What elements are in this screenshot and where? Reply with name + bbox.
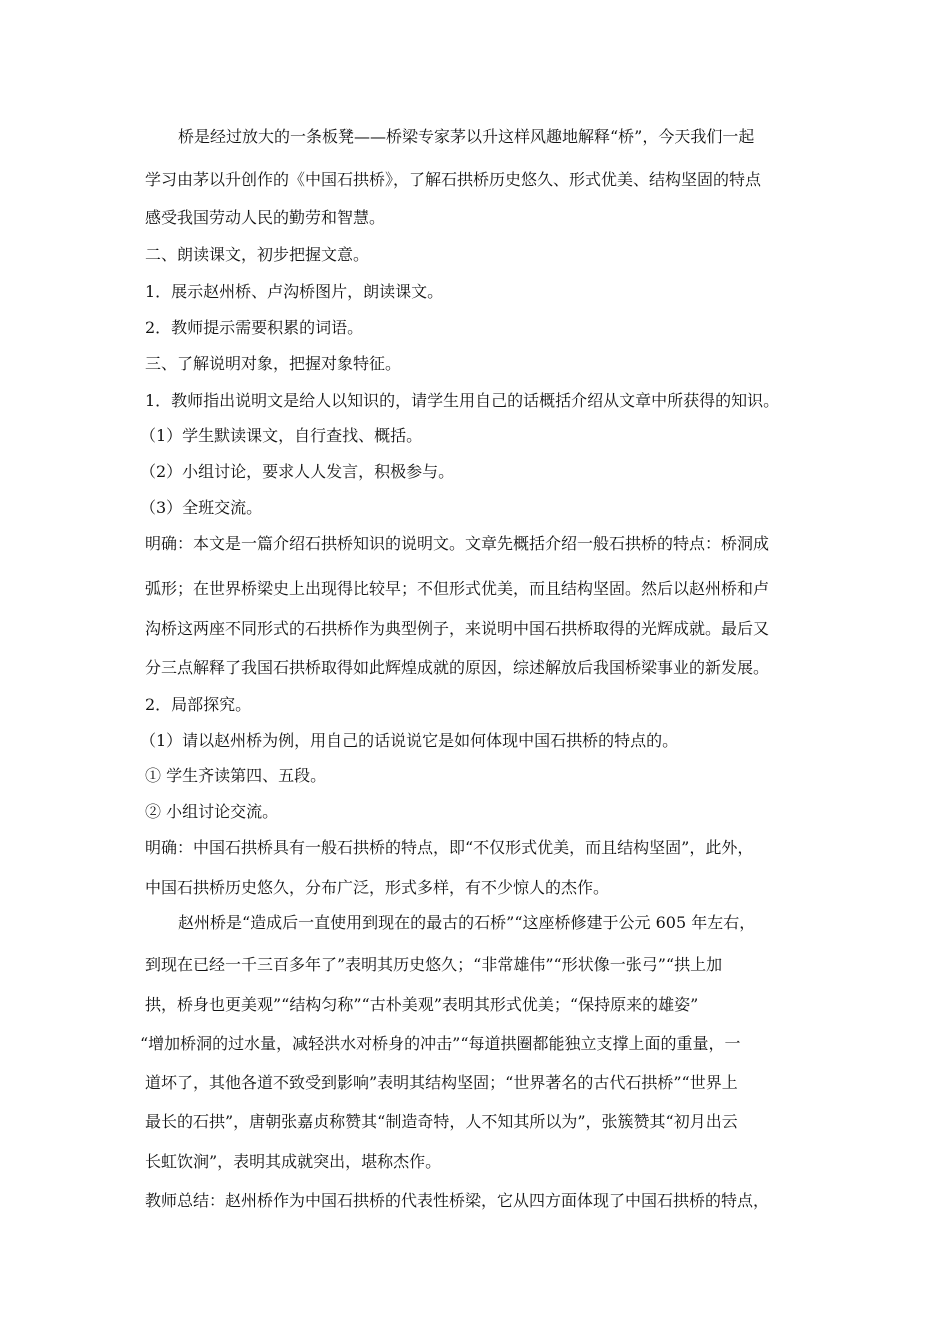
section-heading: 三、了解说明对象，把握对象特征。 — [145, 354, 402, 373]
paragraph-line: 教师总结：赵州桥作为中国石拱桥的代表性桥梁，它从四方面体现了中国石拱桥的特点， — [145, 1191, 770, 1210]
list-item: 2．局部探究。 — [145, 695, 252, 714]
section-heading: 二、朗读课文，初步把握文意。 — [145, 245, 370, 264]
sub-list-item: （2）小组讨论，要求人人发言，积极参与。 — [140, 462, 455, 481]
paragraph-line: 沟桥这两座不同形式的石拱桥作为典型例子，来说明中国石拱桥取得的光辉成就。最后又 — [145, 619, 770, 638]
paragraph-line: 分三点解释了我国石拱桥取得如此辉煌成就的原因，综述解放后我国桥梁事业的新发展。 — [145, 658, 770, 677]
paragraph-line: 学习由茅以升创作的《中国石拱桥》，了解石拱桥历史悠久、形式优美、结构坚固的特点 — [145, 170, 762, 189]
paragraph-line: 拱，桥身也更美观”“结构匀称”“古朴美观”表明其形式优美；“保持原来的雄姿” — [145, 995, 699, 1014]
list-item: 1．教师指出说明文是给人以知识的，请学生用自己的话概括介绍从文章中所获得的知识。 — [145, 391, 780, 410]
paragraph-line: 弧形；在世界桥梁史上出现得比较早；不但形式优美，而且结构坚固。然后以赵州桥和卢 — [145, 579, 770, 598]
paragraph-line: 桥是经过放大的一条板凳——桥梁专家茅以升这样风趣地解释“桥”，今天我们一起 — [178, 127, 755, 146]
sub-list-item: （1）请以赵州桥为例，用自己的话说说它是如何体现中国石拱桥的特点的。 — [140, 731, 679, 750]
sub-list-item: ② 小组讨论交流。 — [145, 802, 279, 821]
paragraph-line: 长虹饮涧”，表明其成就突出，堪称杰作。 — [145, 1152, 442, 1171]
paragraph-line: 赵州桥是“造成后一直使用到现在的最古的石桥”“这座桥修建于公元 605 年左右， — [178, 913, 756, 932]
sub-list-item: （1）学生默读课文，自行查找、概括。 — [140, 426, 423, 445]
paragraph-line: 到现在已经一千三百多年了”表明其历史悠久；“非常雄伟”“形状像一张弓”“拱上加 — [145, 955, 723, 974]
paragraph-line: 道坏了，其他各道不致受到影响”表明其结构坚固；“世界著名的古代石拱桥”“世界上 — [145, 1073, 738, 1092]
paragraph-line: “增加桥洞的过水量，减轻洪水对桥身的冲击”“每道拱圈都能独立支撑上面的重量，一 — [140, 1034, 741, 1053]
list-item: 2．教师提示需要积累的词语。 — [145, 318, 364, 337]
paragraph-line: 明确：中国石拱桥具有一般石拱桥的特点，即“不仅形式优美，而且结构坚固”，此外， — [145, 838, 754, 857]
paragraph-line: 中国石拱桥历史悠久，分布广泛，形式多样，有不少惊人的杰作。 — [145, 878, 610, 897]
list-item: 1．展示赵州桥、卢沟桥图片，朗读课文。 — [145, 282, 444, 301]
sub-list-item: （3）全班交流。 — [140, 498, 263, 517]
paragraph-line: 明确：本文是一篇介绍石拱桥知识的说明文。文章先概括介绍一般石拱桥的特点：桥洞成 — [145, 534, 770, 553]
paragraph-line: 最长的石拱”，唐朝张嘉贞称赞其“制造奇特，人不知其所以为”，张簇赞其“初月出云 — [145, 1112, 738, 1131]
paragraph-line: 感受我国劳动人民的勤劳和智慧。 — [145, 208, 386, 227]
sub-list-item: ① 学生齐读第四、五段。 — [145, 766, 327, 785]
